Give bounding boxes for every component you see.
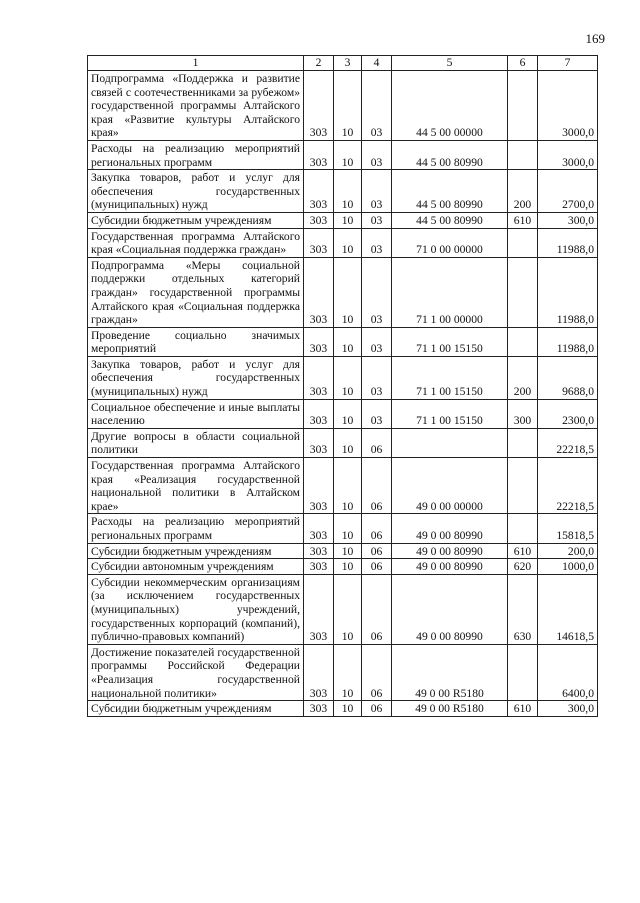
subsection-code-cell: 06 [362, 514, 392, 543]
expense-type-cell: 610 [508, 212, 538, 228]
column-header: 4 [362, 56, 392, 71]
budget-table [87, 55, 598, 717]
subsection-code-cell: 03 [362, 212, 392, 228]
subsection-code-cell: 03 [362, 140, 392, 169]
table-row [88, 356, 598, 399]
ministry-code-cell: 303 [304, 170, 334, 213]
subsection-code-cell: 03 [362, 257, 392, 327]
expense-type-cell [508, 71, 538, 141]
amount-cell: 15818,5 [538, 514, 598, 543]
subsection-code-cell: 06 [362, 574, 392, 644]
item-name-cell: Закупка товаров, работ и услуг для обеспечения государственных (муниципальных) нужд [88, 170, 304, 213]
expense-type-cell: 620 [508, 559, 538, 575]
table-row [88, 71, 598, 141]
amount-cell: 200,0 [538, 543, 598, 559]
section-code-cell: 10 [334, 399, 362, 428]
section-code-cell: 10 [334, 327, 362, 356]
item-name-cell: Закупка товаров, работ и услуг для обеспечения государственных (муниципальных) нужд [88, 356, 304, 399]
expense-type-cell [508, 257, 538, 327]
column-header: 5 [392, 56, 508, 71]
table-row [88, 574, 598, 644]
subsection-code-cell: 06 [362, 543, 392, 559]
table-row [88, 399, 598, 428]
section-code-cell: 10 [334, 212, 362, 228]
amount-cell: 300,0 [538, 212, 598, 228]
item-name-cell: Подпрограмма «Поддержка и развитие связей с соотечественниками за рубежом» государственной программы Алтайского края «Развитие культуры Алтайского края» [88, 71, 304, 141]
subsection-code-cell: 06 [362, 701, 392, 717]
column-header: 7 [538, 56, 598, 71]
amount-cell: 11988,0 [538, 257, 598, 327]
target-article-cell: 49 0 00 80990 [392, 559, 508, 575]
subsection-code-cell: 06 [362, 644, 392, 700]
target-article-cell: 49 0 00 80990 [392, 514, 508, 543]
target-article-cell: 71 1 00 00000 [392, 257, 508, 327]
subsection-code-cell: 03 [362, 228, 392, 257]
ministry-code-cell: 303 [304, 428, 334, 457]
expense-type-cell [508, 458, 538, 514]
subsection-code-cell: 03 [362, 71, 392, 141]
table-row [88, 701, 598, 717]
item-name-cell: Государственная программа Алтайского края «Реализация государственной национальной политики в Алтайском крае» [88, 458, 304, 514]
target-article-cell: 49 0 00 80990 [392, 543, 508, 559]
item-name-cell: Достижение показателей государственной программы Российской Федерации «Реализация государственной национальной политики» [88, 644, 304, 700]
expense-type-cell: 610 [508, 701, 538, 717]
amount-cell: 2300,0 [538, 399, 598, 428]
expense-type-cell [508, 428, 538, 457]
target-article-cell: 49 0 00 80990 [392, 574, 508, 644]
section-code-cell: 10 [334, 644, 362, 700]
table-row [88, 257, 598, 327]
section-code-cell: 10 [334, 170, 362, 213]
table-row [88, 644, 598, 700]
table-row [88, 514, 598, 543]
item-name-cell: Другие вопросы в области социальной политики [88, 428, 304, 457]
subsection-code-cell: 06 [362, 559, 392, 575]
target-article-cell: 49 0 00 R5180 [392, 701, 508, 717]
table-row [88, 212, 598, 228]
table-row [88, 428, 598, 457]
ministry-code-cell: 303 [304, 212, 334, 228]
column-header: 1 [88, 56, 304, 71]
section-code-cell: 10 [334, 543, 362, 559]
amount-cell: 300,0 [538, 701, 598, 717]
amount-cell: 6400,0 [538, 644, 598, 700]
target-article-cell: 44 5 00 80990 [392, 170, 508, 213]
expense-type-cell [508, 140, 538, 169]
amount-cell: 3000,0 [538, 140, 598, 169]
section-code-cell: 10 [334, 140, 362, 169]
ministry-code-cell: 303 [304, 257, 334, 327]
expense-type-cell: 200 [508, 170, 538, 213]
target-article-cell: 71 1 00 15150 [392, 327, 508, 356]
amount-cell: 22218,5 [538, 428, 598, 457]
amount-cell: 22218,5 [538, 458, 598, 514]
expense-type-cell [508, 228, 538, 257]
item-name-cell: Субсидии бюджетным учреждениям [88, 543, 304, 559]
amount-cell: 3000,0 [538, 71, 598, 141]
ministry-code-cell: 303 [304, 228, 334, 257]
amount-cell: 14618,5 [538, 574, 598, 644]
expense-type-cell: 200 [508, 356, 538, 399]
section-code-cell: 10 [334, 228, 362, 257]
section-code-cell: 10 [334, 257, 362, 327]
amount-cell: 11988,0 [538, 327, 598, 356]
ministry-code-cell: 303 [304, 514, 334, 543]
subsection-code-cell: 03 [362, 170, 392, 213]
section-code-cell: 10 [334, 701, 362, 717]
expense-type-cell: 630 [508, 574, 538, 644]
target-article-cell: 44 5 00 00000 [392, 71, 508, 141]
amount-cell: 2700,0 [538, 170, 598, 213]
target-article-cell: 44 5 00 80990 [392, 140, 508, 169]
item-name-cell: Расходы на реализацию мероприятий региональных программ [88, 140, 304, 169]
subsection-code-cell: 06 [362, 428, 392, 457]
item-name-cell: Государственная программа Алтайского края «Социальная поддержка граждан» [88, 228, 304, 257]
ministry-code-cell: 303 [304, 644, 334, 700]
target-article-cell: 44 5 00 80990 [392, 212, 508, 228]
ministry-code-cell: 303 [304, 140, 334, 169]
subsection-code-cell: 03 [362, 327, 392, 356]
item-name-cell: Субсидии бюджетным учреждениям [88, 701, 304, 717]
item-name-cell: Расходы на реализацию мероприятий региональных программ [88, 514, 304, 543]
subsection-code-cell: 03 [362, 356, 392, 399]
subsection-code-cell: 03 [362, 399, 392, 428]
section-code-cell: 10 [334, 514, 362, 543]
target-article-cell: 49 0 00 00000 [392, 458, 508, 514]
subsection-code-cell: 06 [362, 458, 392, 514]
table-row [88, 559, 598, 575]
section-code-cell: 10 [334, 458, 362, 514]
ministry-code-cell: 303 [304, 71, 334, 141]
section-code-cell: 10 [334, 574, 362, 644]
ministry-code-cell: 303 [304, 458, 334, 514]
section-code-cell: 10 [334, 559, 362, 575]
item-name-cell: Субсидии бюджетным учреждениям [88, 212, 304, 228]
table-header-row [88, 56, 598, 71]
table-row [88, 228, 598, 257]
table-row [88, 140, 598, 169]
target-article-cell: 49 0 00 R5180 [392, 644, 508, 700]
column-header: 3 [334, 56, 362, 71]
section-code-cell: 10 [334, 356, 362, 399]
table-row [88, 327, 598, 356]
ministry-code-cell: 303 [304, 559, 334, 575]
page-number: 169 [585, 31, 605, 46]
expense-type-cell: 300 [508, 399, 538, 428]
ministry-code-cell: 303 [304, 574, 334, 644]
item-name-cell: Проведение социально значимых мероприятий [88, 327, 304, 356]
ministry-code-cell: 303 [304, 399, 334, 428]
item-name-cell: Субсидии автономным учреждениям [88, 559, 304, 575]
amount-cell: 11988,0 [538, 228, 598, 257]
table-row [88, 170, 598, 213]
amount-cell: 9688,0 [538, 356, 598, 399]
expense-type-cell [508, 644, 538, 700]
ministry-code-cell: 303 [304, 356, 334, 399]
ministry-code-cell: 303 [304, 543, 334, 559]
ministry-code-cell: 303 [304, 701, 334, 717]
table-row [88, 458, 598, 514]
target-article-cell: 71 1 00 15150 [392, 356, 508, 399]
item-name-cell: Субсидии некоммерческим организациям (за исключением государственных (муниципальных) учреждений, государственных корпораций (компаний), публично-правовых компаний) [88, 574, 304, 644]
target-article-cell: 71 1 00 15150 [392, 399, 508, 428]
section-code-cell: 10 [334, 71, 362, 141]
item-name-cell: Социальное обеспечение и иные выплаты населению [88, 399, 304, 428]
ministry-code-cell: 303 [304, 327, 334, 356]
target-article-cell [392, 428, 508, 457]
item-name-cell: Подпрограмма «Меры социальной поддержки отдельных категорий граждан» государственной программы Алтайского края «Социальная поддержка граждан» [88, 257, 304, 327]
section-code-cell: 10 [334, 428, 362, 457]
expense-type-cell: 610 [508, 543, 538, 559]
column-header: 6 [508, 56, 538, 71]
expense-type-cell [508, 514, 538, 543]
table-row [88, 543, 598, 559]
column-header: 2 [304, 56, 334, 71]
target-article-cell: 71 0 00 00000 [392, 228, 508, 257]
amount-cell: 1000,0 [538, 559, 598, 575]
expense-type-cell [508, 327, 538, 356]
